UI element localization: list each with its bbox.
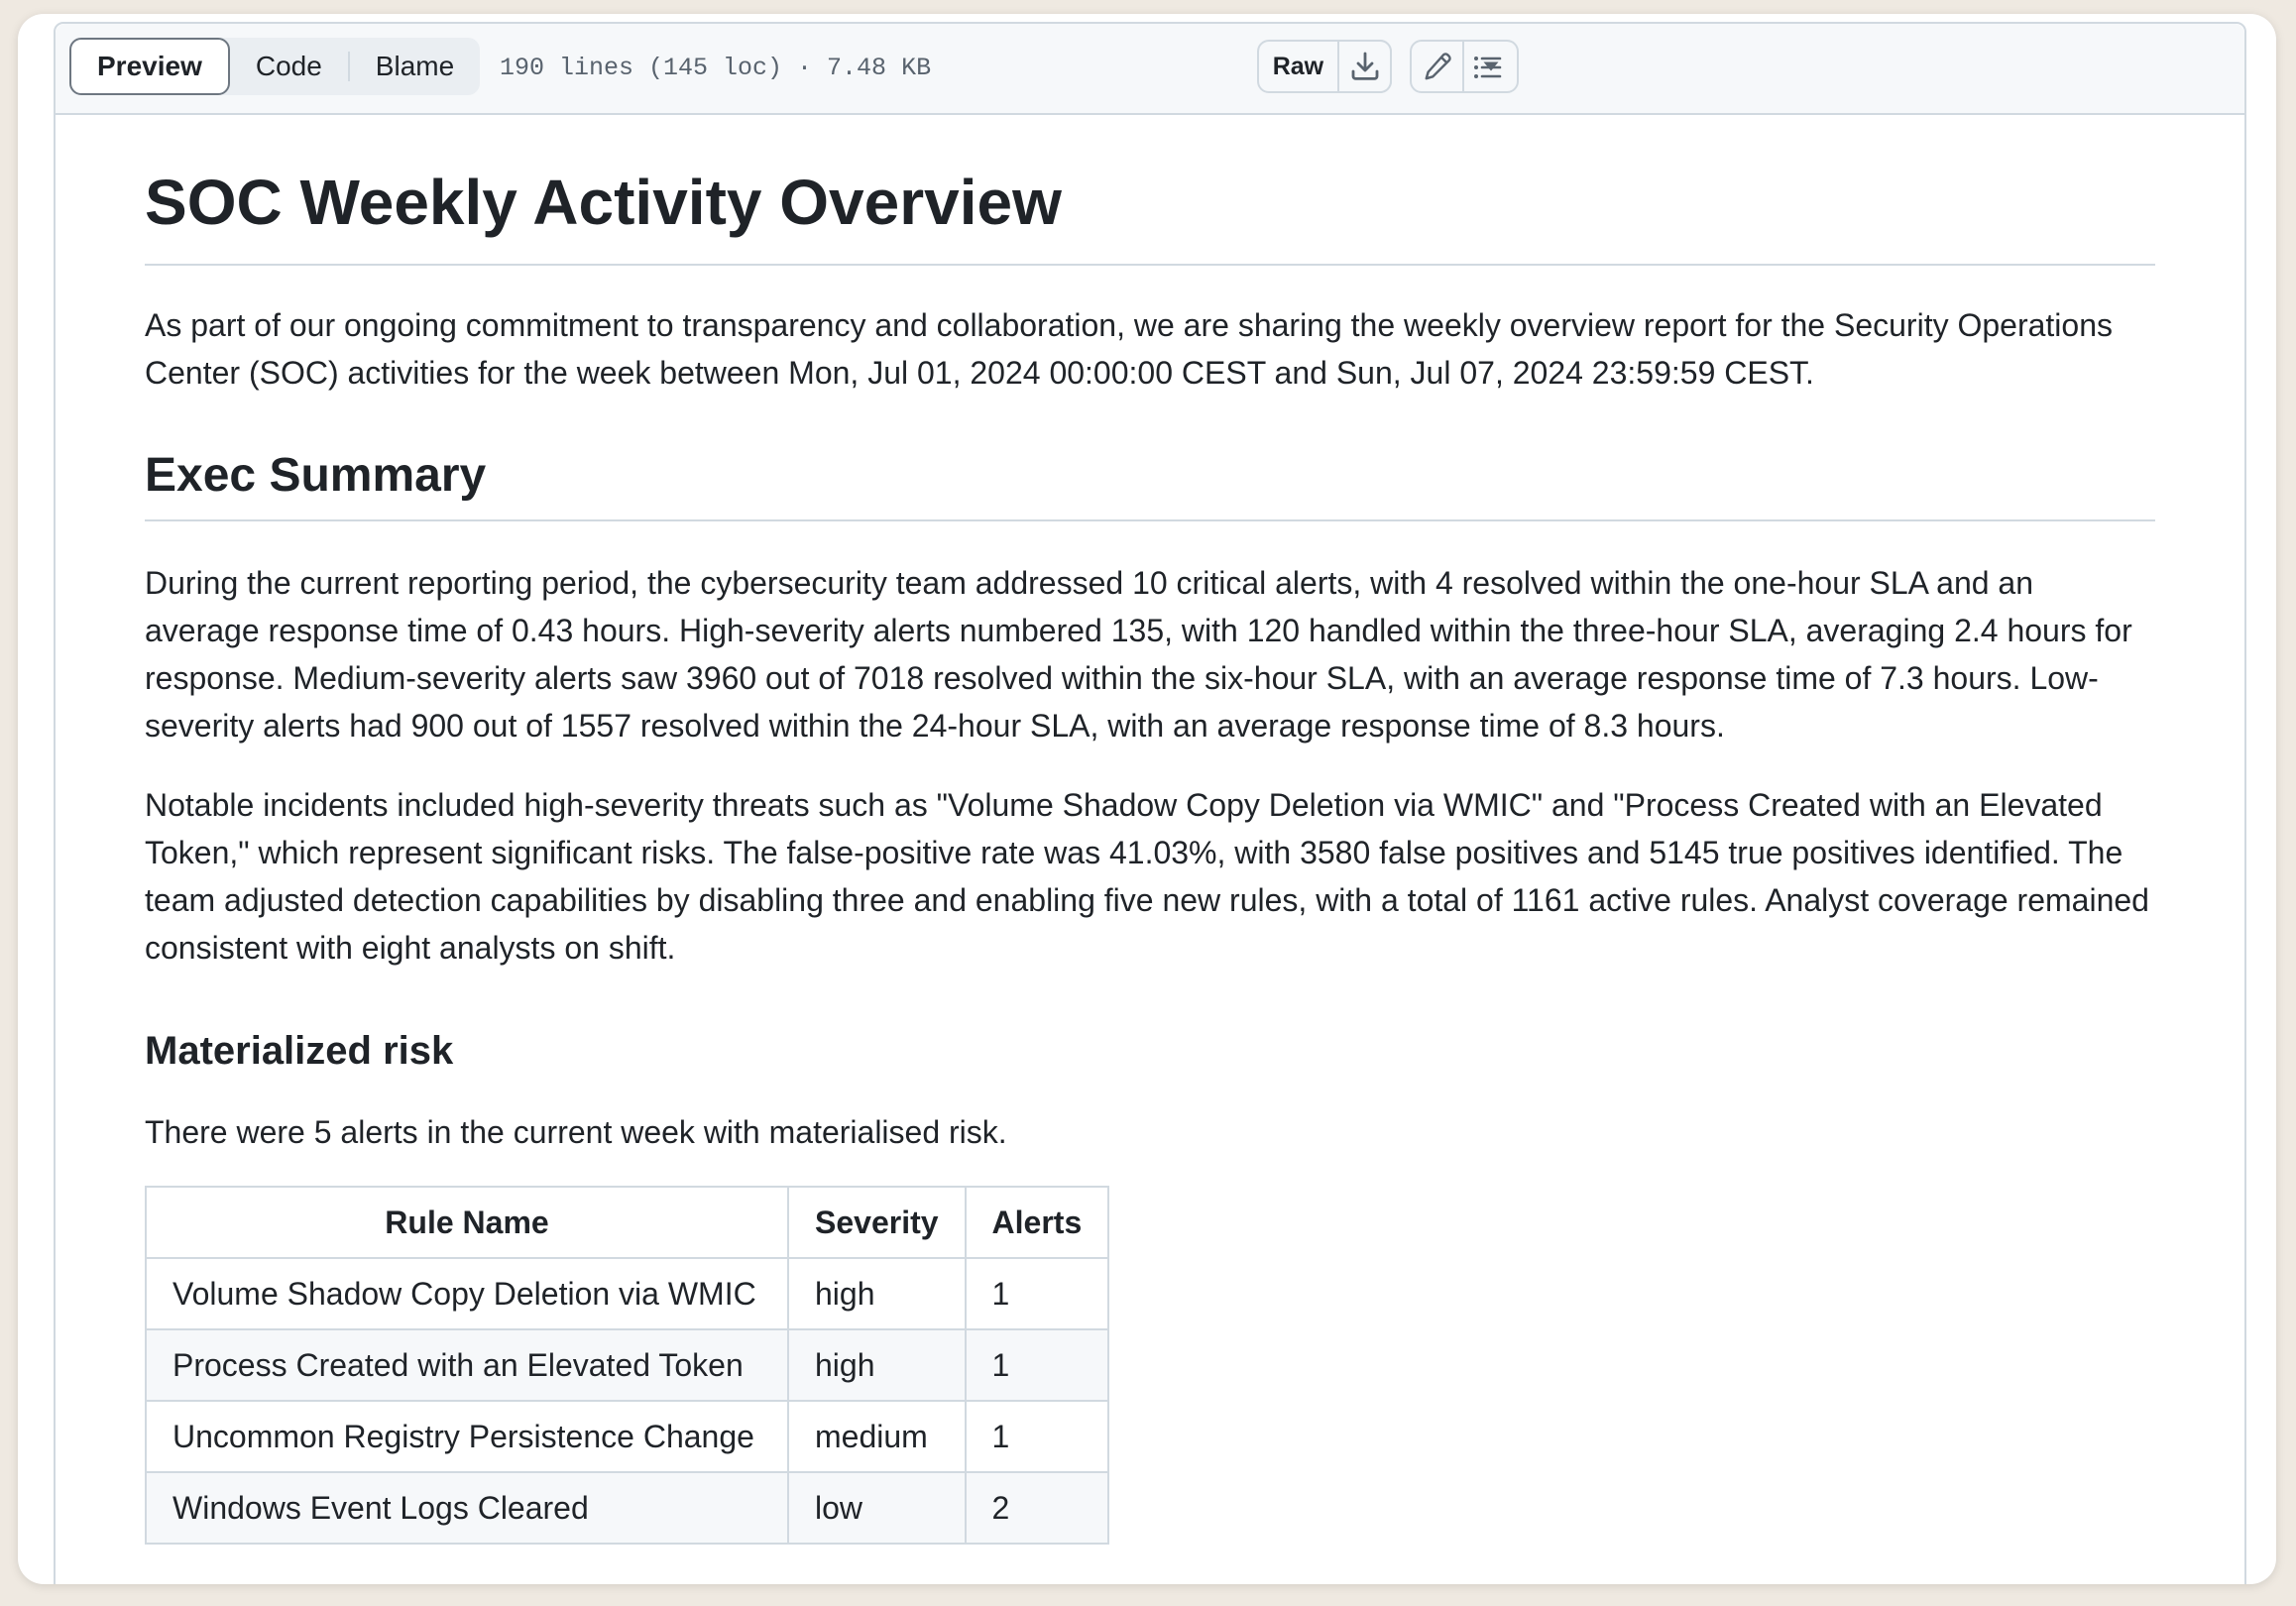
cell-alerts: 1 <box>966 1258 1109 1329</box>
header-alerts: Alerts <box>966 1187 1109 1258</box>
markdown-body <box>56 115 2244 1545</box>
table-row <box>146 1329 1108 1401</box>
cell-rule-name: Volume Shadow Copy Deletion via WMIC <box>146 1258 788 1329</box>
pencil-icon <box>1423 52 1452 81</box>
cell-severity: medium <box>788 1401 966 1472</box>
cell-rule-name: Uncommon Registry Persistence Change <box>146 1401 788 1472</box>
tab-blame[interactable]: Blame <box>375 51 455 81</box>
cell-rule-name: Process Created with an Elevated Token <box>146 1329 788 1401</box>
cell-rule-name: Windows Event Logs Cleared <box>146 1472 788 1544</box>
header-rule-name: Rule Name <box>146 1187 788 1258</box>
table-row <box>146 1258 1108 1329</box>
file-meta: 190 lines (145 loc) · 7.48 KB <box>500 54 932 82</box>
exec-summary-paragraph-1: During the current reporting period, the cybersecurity team addressed 10 critical alerts, with 4 resolved within the one-hour SLA and an average response time of 0.43 hours. High-severity alerts numbered 135, with 120 handled within the three-hour SLA, averaging 2.4 hours for response. Medium-severity alerts saw 3960 out of 7018 resolved within the six-hour SLA, with an average response time of 7.3 hours. Low-severity alerts had 900 out of 1557 resolved within the 24-hour SLA, with an average response time of 8.3 hours. <box>145 565 2132 744</box>
table-header-row <box>146 1187 1108 1258</box>
cell-severity: high <box>788 1329 966 1401</box>
table-row <box>146 1472 1108 1544</box>
cell-alerts: 1 <box>966 1401 1109 1472</box>
cell-alerts: 2 <box>966 1472 1109 1544</box>
list-unordered-icon <box>1471 52 1503 83</box>
download-group <box>1340 40 1392 93</box>
file-toolbar <box>56 24 2244 115</box>
intro-paragraph: As part of our ongoing commitment to transparency and collaboration, we are sharing the weekly overview report for the Security Operations Center (SOC) activities for the week between Mon, Jul 01, 2024 00:00:00 CEST and Sun, Jul 07, 2024 23:59:59 CEST. <box>145 307 2113 391</box>
exec-summary-heading: Exec Summary <box>145 446 2155 521</box>
header-severity: Severity <box>788 1187 966 1258</box>
table-row <box>146 1401 1108 1472</box>
tab-preview[interactable]: Preview <box>69 38 230 95</box>
raw-button[interactable]: Raw <box>1259 42 1339 91</box>
cell-severity: low <box>788 1472 966 1544</box>
exec-summary-paragraph-2: Notable incidents included high-severity threats such as "Volume Shadow Copy Deletion via WMIC" and "Process Created with an Elevated Token," which represent significant risks. The false-positive rate was 41.03%, with 3580 false positives and 5145 true positives identified. The team adjusted detection capabilities by disabling three and enabling five new rules, with a total of 1161 active rules. Analyst coverage remained consistent with eight analysts on shift. <box>145 787 2149 966</box>
cell-alerts: 1 <box>966 1329 1109 1401</box>
download-icon <box>1349 51 1381 82</box>
tab-code[interactable]: Code <box>255 51 322 81</box>
materialized-risk-heading: Materialized risk <box>145 1029 454 1073</box>
materialized-risk-table <box>145 1186 1109 1545</box>
cell-severity: high <box>788 1258 966 1329</box>
file-viewer <box>54 22 2246 1584</box>
edit-button[interactable] <box>1412 42 1464 91</box>
document-title: SOC Weekly Activity Overview <box>145 115 2155 266</box>
download-button[interactable] <box>1340 42 1390 91</box>
materialized-risk-text: There were 5 alerts in the current week with materialised risk. <box>145 1114 1007 1150</box>
view-mode-switcher <box>69 38 480 95</box>
window-frame <box>18 14 2276 1584</box>
outline-button[interactable] <box>1467 48 1507 87</box>
